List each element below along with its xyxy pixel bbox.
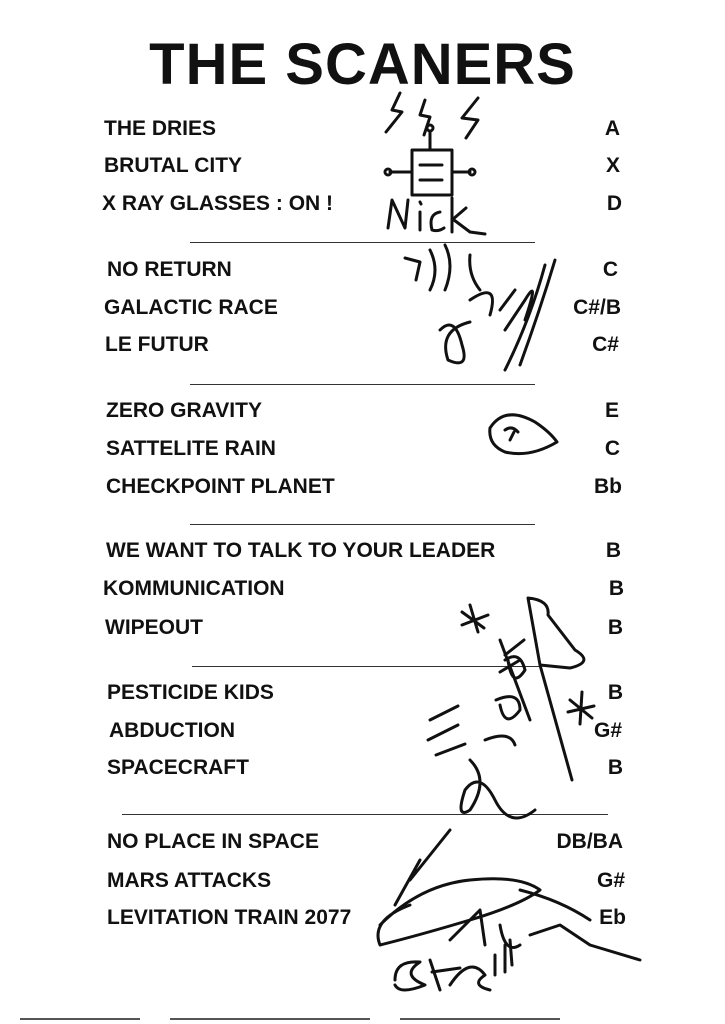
song-key: B bbox=[607, 616, 623, 639]
scan-edge-artifact bbox=[170, 1018, 370, 1020]
set-divider bbox=[122, 814, 608, 815]
song-title: X RAY GLASSES : ON ! bbox=[102, 192, 334, 215]
song-title: WE WANT TO TALK TO YOUR LEADER bbox=[106, 539, 496, 562]
lightning-scribble bbox=[462, 98, 478, 138]
star-doodle bbox=[462, 605, 488, 632]
song-title: LE FUTUR bbox=[105, 333, 209, 356]
song-title: GALACTIC RACE bbox=[104, 296, 278, 319]
song-title: WIPEOUT bbox=[105, 616, 203, 639]
scan-edge-artifact bbox=[400, 1018, 560, 1020]
song-key: G# bbox=[596, 869, 625, 892]
song-key: B bbox=[605, 539, 621, 562]
song-key: B bbox=[608, 577, 624, 600]
song-title: BRUTAL CITY bbox=[104, 154, 243, 177]
song-title: NO RETURN bbox=[107, 258, 232, 281]
song-key: Bb bbox=[594, 475, 622, 498]
song-key: DB/BA bbox=[556, 830, 623, 853]
song-title: THE DRIES bbox=[104, 117, 217, 140]
song-title: ABDUCTION bbox=[109, 719, 235, 742]
signature-nick bbox=[388, 198, 485, 234]
robot-doodle bbox=[385, 125, 475, 195]
song-key: D bbox=[606, 192, 622, 215]
song-title: CHECKPOINT PLANET bbox=[106, 475, 335, 498]
song-key: C# bbox=[592, 333, 619, 356]
song-title: SPACECRAFT bbox=[107, 756, 249, 779]
song-title: NO PLACE IN SPACE bbox=[107, 830, 319, 853]
song-key: X bbox=[605, 154, 620, 177]
song-title: KOMMUNICATION bbox=[103, 577, 285, 600]
song-title: MARS ATTACKS bbox=[107, 869, 272, 892]
song-key: B bbox=[607, 756, 623, 779]
scan-edge-artifact bbox=[20, 1018, 140, 1020]
song-key: C#/B bbox=[573, 296, 621, 319]
song-key: A bbox=[604, 117, 620, 140]
setlist-title: THE SCANERS bbox=[149, 32, 576, 97]
song-key: C bbox=[604, 437, 620, 460]
song-title: PESTICIDE KIDS bbox=[107, 681, 274, 704]
song-title: SATTELITE RAIN bbox=[106, 437, 276, 460]
set-divider bbox=[190, 242, 535, 243]
song-key: G# bbox=[593, 719, 622, 742]
song-key: E bbox=[604, 399, 619, 422]
lightning-scribble bbox=[420, 100, 430, 135]
set-divider bbox=[190, 524, 535, 525]
song-key: C bbox=[602, 258, 618, 281]
song-title: LEVITATION TRAIN 2077 bbox=[107, 906, 352, 929]
song-title: ZERO GRAVITY bbox=[106, 399, 262, 422]
song-key: Eb bbox=[599, 906, 626, 929]
set-divider bbox=[190, 384, 535, 385]
set-divider bbox=[192, 666, 540, 667]
song-key: B bbox=[607, 681, 623, 704]
